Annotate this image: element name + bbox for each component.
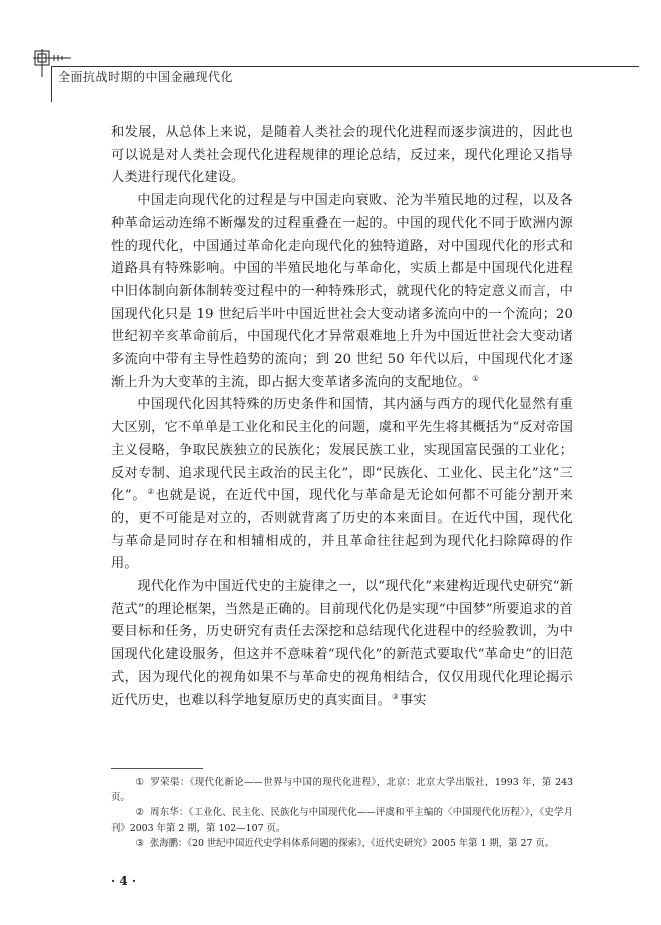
paragraph-2-text: 中国走向现代化的过程是与中国走向衰败、沦为半殖民地的过程，以及各种革命运动连绵不断爆发的过程重叠在一起的。中国的现代化不同于欧洲内源性的现代化，中国通过革命化走向现代化的独特道路，对中国现代化的形式和道路具有特殊影响。中国的半殖民地化与革命化，实质上都是中国现代化进程中旧体制向新体制转变过程中的一种特殊形式，就现代化的特定意义而言，中国现代化只是 19 世纪后半叶中国近世社会大变动诸多流向中的一个流向；20 世纪初辛亥革命前后，中国现代化才异常艰难地上升为中国近世社会大变动诸多流向中带有主导性趋势的流向；到 20 世纪 50 年代以后，中国现代化才逐渐上升为大变革的主流，即占据大变革诸多流向的支配地位。: [111, 193, 573, 390]
footnote-text: 周东华：《工业化、民主化、民族化与中国现代化——评虞和平主编的〈中国现代化历程〉》，《史学月刊》2003 年第 2 期，第 102—107 页。: [111, 807, 574, 834]
footnote-3: [111, 836, 573, 851]
footnote-number: ①: [135, 777, 145, 788]
paragraph-3-text-a: 中国现代化因其特殊的历史条件和国情，其内涵与西方的现代化显然有重大区别，它不单单是工业化和民主化的问题，虞和平先生将其概括为“反对帝国主义侵略，争取民族独立的民族化；发展民族工业，实现国富民强的工业化；反对专制、追求现代民主政治的民主化”，即“民族化、工业化、民主化”这“三化”。: [111, 397, 573, 504]
footnote-text: 张海鹏：《20 世纪中国近代史学科体系问题的探索》，《近代史研究》2005 年第 1 期，第 27 页。: [149, 837, 555, 849]
footnote-ref-1[interactable]: ①: [472, 373, 479, 383]
footnote-text: 罗荣渠：《现代化新论——世界与中国的现代化进程》，北京：北京大学出版社，1993 年，第 243 页。: [111, 777, 573, 804]
footnote-ref-3[interactable]: ③: [392, 691, 399, 701]
footnote-ref-2[interactable]: ②: [147, 487, 155, 497]
body-text: [111, 122, 573, 712]
paragraph-3: [111, 394, 573, 576]
footnotes: [111, 775, 573, 851]
footnote-2: [111, 805, 573, 835]
paragraph-2: [111, 190, 573, 394]
footnote-number: ②: [135, 807, 145, 819]
footnote-1: [111, 775, 573, 805]
paragraph-4: [111, 576, 573, 712]
paragraph-4-tail: 事实: [399, 692, 427, 708]
page-number: · 4 ·: [111, 874, 137, 888]
footnote-rule: [111, 768, 203, 769]
header-vertical-rule: [51, 66, 52, 102]
footnote-number: ③: [135, 837, 144, 849]
paragraph-1: 和发展，从总体上来说，是随着人类社会的现代化进程而逐步演进的，因此也可以说是对人类社会现代化进程规律的理论总结，反过来，现代化理论又指导人类进行现代化建设。: [111, 125, 573, 186]
running-title: 全面抗战时期的中国金融现代化: [58, 70, 234, 84]
paragraph-4-text: 现代化作为中国近代史的主旋律之一，以“现代化”来建构近现代史研究“新范式”的理论框架，当然是正确的。目前现代化仍是实现“中国梦”所要追求的首要目标和任务，历史研究有责任去深挖和总结现代化进程中的经验教训，为中国现代化建设服务，但这并不意味着“现代化”的新范式要取代“革命史”的旧范式，因为现代化的视角如果不与革命史的视角相结合，仅仅用现代化理论揭示近代历史，也难以科学地复原历史的真实面目。: [111, 579, 573, 708]
paragraph-3-text-b: 也就是说，在近代中国，现代化与革命是无论如何都不可能分割开来的，更不可能是对立的，否则就背离了历史的本来面目。在近代中国，现代化与革命是同时存在和相辅相成的，并且革命往往起到为现代化扫除障碍的作用。: [111, 488, 574, 572]
header-rule: [51, 66, 639, 67]
